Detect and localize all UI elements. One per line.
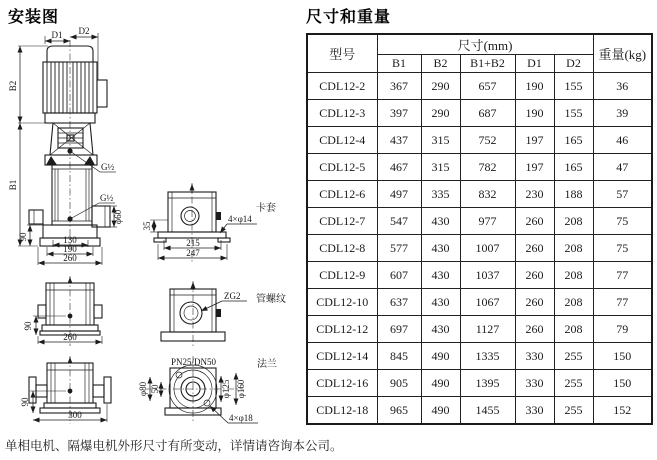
dim-d1 <box>45 30 70 44</box>
b1-cell: 437 <box>377 127 421 154</box>
diagram-title: 安装图 <box>8 9 60 26</box>
ferrule-view-label: 卡套 <box>256 203 276 214</box>
dim-300-label: 300 <box>68 410 82 420</box>
model-cell: CDL12-18 <box>307 397 377 425</box>
col-header-b1b2: B1+B2 <box>460 55 515 73</box>
installation-diagram <box>0 0 310 435</box>
b1-cell: 845 <box>377 343 421 370</box>
table-row <box>307 181 652 208</box>
dim-215-label: 215 <box>186 238 200 248</box>
base-view-a <box>23 276 102 346</box>
b1b2-cell: 657 <box>460 73 515 100</box>
b1b2-cell: 1395 <box>460 370 515 397</box>
b1-cell: 965 <box>377 397 421 425</box>
dim-phi60 <box>110 206 123 227</box>
dim-b1 <box>8 123 38 246</box>
b1b2-cell: 1067 <box>460 289 515 316</box>
d1-cell: 190 <box>515 100 554 127</box>
b2-cell: 430 <box>421 316 460 343</box>
footer-note: 单相电机、隔爆电机外形尺寸有所变动，详情请咨询本公司。 <box>5 439 343 453</box>
weight-cell: 77 <box>593 289 652 316</box>
weight-cell: 75 <box>593 208 652 235</box>
b1-cell: 547 <box>377 208 421 235</box>
d2-cell: 255 <box>554 397 593 425</box>
b2-cell: 290 <box>421 73 460 100</box>
dim-table-body <box>307 73 652 425</box>
flange-size-label: PN25/DN50 <box>171 357 217 367</box>
b2-cell: 490 <box>421 397 460 425</box>
table-row <box>307 397 652 425</box>
dim-b1-label: B1 <box>8 179 18 191</box>
table-row <box>307 343 652 370</box>
b1-cell: 367 <box>377 73 421 100</box>
b2-cell: 335 <box>421 181 460 208</box>
dim-phi60-label: φ60 <box>113 209 123 225</box>
motor-drawing <box>43 46 107 123</box>
table-row <box>307 370 652 397</box>
table-row <box>307 262 652 289</box>
dim-b2-label: B2 <box>8 80 18 92</box>
d1-cell: 260 <box>515 235 554 262</box>
b2-cell: 315 <box>421 127 460 154</box>
thread-size-label: ZG2 <box>224 291 241 301</box>
model-cell: CDL12-2 <box>307 73 377 100</box>
flange-view-label: 法兰 <box>257 359 277 370</box>
table-title: 尺寸和重量 <box>306 9 392 26</box>
b1-cell: 397 <box>377 100 421 127</box>
d2-cell: 165 <box>554 127 593 154</box>
pump-head-flange <box>45 148 97 165</box>
dim-260-label: 260 <box>63 253 77 263</box>
flange-view <box>138 356 277 423</box>
port-top-label: G½ <box>101 162 115 172</box>
dim-50-label: 50 <box>150 384 160 394</box>
dim-phi160-label: φ160 <box>236 379 246 399</box>
d2-cell: 208 <box>554 316 593 343</box>
table-row <box>307 154 652 181</box>
d2-cell: 208 <box>554 262 593 289</box>
b2-cell: 290 <box>421 100 460 127</box>
d1-cell: 330 <box>515 370 554 397</box>
d2-cell: 155 <box>554 73 593 100</box>
b2-cell: 490 <box>421 343 460 370</box>
b2-cell: 430 <box>421 289 460 316</box>
dim-d1-label: D1 <box>51 30 63 40</box>
d1-cell: 260 <box>515 316 554 343</box>
d2-cell: 155 <box>554 100 593 127</box>
col-group-dimensions: 尺寸(mm) <box>377 34 593 55</box>
b1-cell: 467 <box>377 154 421 181</box>
b2-cell: 315 <box>421 154 460 181</box>
dim-35 <box>142 220 168 232</box>
main-assembly-view <box>8 26 123 265</box>
dim-90b-label: 90 <box>20 397 30 407</box>
b1b2-cell: 1037 <box>460 262 515 289</box>
dim-50 <box>150 382 161 397</box>
weight-cell: 79 <box>593 316 652 343</box>
weight-cell: 36 <box>593 73 652 100</box>
table-row <box>307 127 652 154</box>
d2-cell: 208 <box>554 289 593 316</box>
ferrule-holes-callout <box>220 214 257 233</box>
col-header-b1: B1 <box>377 55 421 73</box>
dim-phi125-label: φ125 <box>221 379 231 399</box>
table-row <box>307 100 652 127</box>
dimensions-weight-table <box>306 33 653 425</box>
weight-cell: 77 <box>593 262 652 289</box>
col-header-weight: 重量(kg) <box>593 34 652 73</box>
d2-cell: 208 <box>554 208 593 235</box>
ferrule-view <box>142 183 276 262</box>
d2-cell: 255 <box>554 370 593 397</box>
weight-cell: 150 <box>593 343 652 370</box>
dim-90-main <box>18 225 43 246</box>
b1b2-cell: 977 <box>460 208 515 235</box>
dim-90-label: 90 <box>18 232 28 242</box>
b1-cell: 607 <box>377 262 421 289</box>
b2-cell: 430 <box>421 235 460 262</box>
b1b2-cell: 832 <box>460 181 515 208</box>
dim-190-label: 190 <box>63 244 77 254</box>
d2-cell: 208 <box>554 235 593 262</box>
col-header-d2: D2 <box>554 55 593 73</box>
b1-cell: 577 <box>377 235 421 262</box>
port-bottom-label: G½ <box>100 193 114 203</box>
dim-d2 <box>70 26 98 80</box>
b1-cell: 905 <box>377 370 421 397</box>
weight-cell: 39 <box>593 100 652 127</box>
thread-size-callout <box>201 291 247 311</box>
d1-cell: 190 <box>515 73 554 100</box>
dim-d2-label: D2 <box>78 26 90 36</box>
model-cell: CDL12-14 <box>307 343 377 370</box>
b1b2-cell: 782 <box>460 154 515 181</box>
d1-cell: 260 <box>515 208 554 235</box>
model-cell: CDL12-4 <box>307 127 377 154</box>
model-cell: CDL12-9 <box>307 262 377 289</box>
thread-view <box>161 281 286 346</box>
table-row <box>307 316 652 343</box>
b1b2-cell: 687 <box>460 100 515 127</box>
dim-90-view-b <box>20 391 66 413</box>
b1b2-cell: 1007 <box>460 235 515 262</box>
b2-cell: 430 <box>421 208 460 235</box>
model-cell: CDL12-10 <box>307 289 377 316</box>
model-cell: CDL12-3 <box>307 100 377 127</box>
weight-cell: 47 <box>593 154 652 181</box>
ferrule-holes-label: 4×φ14 <box>228 214 252 224</box>
dim-247-label: 247 <box>186 248 200 258</box>
d1-cell: 330 <box>515 397 554 425</box>
thread-view-label: 管螺纹 <box>256 294 286 305</box>
d2-cell: 255 <box>554 343 593 370</box>
b1b2-cell: 1127 <box>460 316 515 343</box>
dim-260a-label: 260 <box>63 332 77 342</box>
d1-cell: 197 <box>515 127 554 154</box>
weight-cell: 75 <box>593 235 652 262</box>
b2-cell: 490 <box>421 370 460 397</box>
b1b2-cell: 752 <box>460 127 515 154</box>
flange-holes-label: 4×φ18 <box>229 413 253 423</box>
d1-cell: 260 <box>515 289 554 316</box>
motor-junction-box <box>97 80 107 107</box>
dim-35-label: 35 <box>142 221 152 231</box>
col-header-model: 型号 <box>307 34 377 73</box>
dim-phi160 <box>236 373 246 405</box>
table-row <box>307 73 652 100</box>
table-row <box>307 289 652 316</box>
dim-260-view-a <box>38 332 102 344</box>
pump-barrel <box>52 165 92 225</box>
model-cell: CDL12-5 <box>307 154 377 181</box>
port-bottom-callout <box>67 193 115 222</box>
b2-cell: 430 <box>421 262 460 289</box>
col-header-d1: D1 <box>515 55 554 73</box>
b1-cell: 697 <box>377 316 421 343</box>
model-cell: CDL12-16 <box>307 370 377 397</box>
dim-90a-label: 90 <box>23 321 33 331</box>
b1-cell: 497 <box>377 181 421 208</box>
weight-cell: 152 <box>593 397 652 425</box>
col-header-b2: B2 <box>421 55 460 73</box>
d2-cell: 165 <box>554 154 593 181</box>
weight-cell: 46 <box>593 127 652 154</box>
d1-cell: 330 <box>515 343 554 370</box>
base-view-b <box>20 356 111 424</box>
b1-cell: 637 <box>377 289 421 316</box>
d2-cell: 188 <box>554 181 593 208</box>
model-cell: CDL12-12 <box>307 316 377 343</box>
model-cell: CDL12-7 <box>307 208 377 235</box>
dim-phi80-label: φ80 <box>138 381 148 397</box>
dim-b2 <box>8 46 48 123</box>
dim-130-label: 130 <box>63 235 77 245</box>
d1-cell: 197 <box>515 154 554 181</box>
model-cell: CDL12-6 <box>307 181 377 208</box>
model-cell: CDL12-8 <box>307 235 377 262</box>
b1b2-cell: 1455 <box>460 397 515 425</box>
d1-cell: 260 <box>515 262 554 289</box>
d1-cell: 230 <box>515 181 554 208</box>
weight-cell: 57 <box>593 181 652 208</box>
weight-cell: 150 <box>593 370 652 397</box>
table-row <box>307 235 652 262</box>
dim-phi125 <box>221 376 231 402</box>
b1b2-cell: 1335 <box>460 343 515 370</box>
table-row <box>307 208 652 235</box>
